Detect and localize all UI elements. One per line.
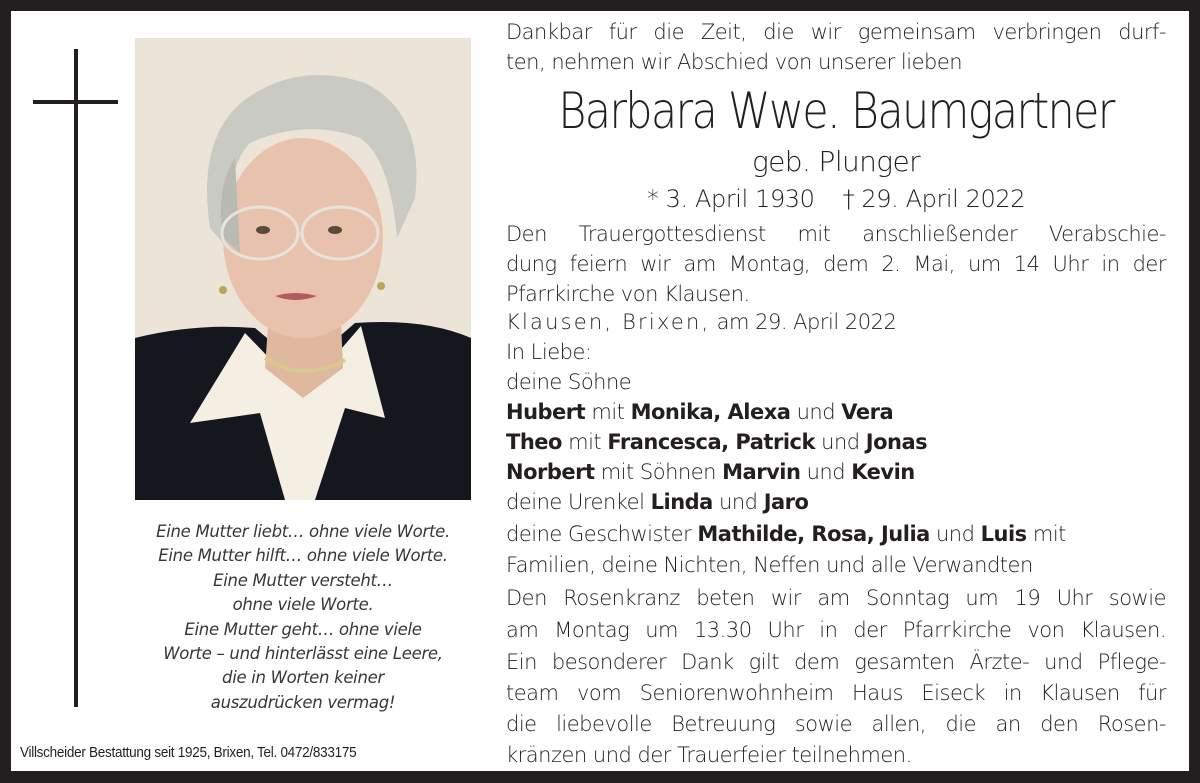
family-name: Norbert (506, 460, 595, 484)
family-name: Francesca, Patrick (607, 430, 815, 454)
sons-heading: deine Söhne (506, 370, 632, 394)
thanks-line: die liebevolle Betreuung sowie allen, die an den Rosen- (506, 712, 1166, 736)
family-line: Familien, deine Nichten, Neffen und alle Verwandten (506, 553, 1033, 577)
poem-line: Eine Mutter geht… ohne viele (184, 619, 422, 639)
poem-line: Worte – und hinterlässt eine Leere, (163, 644, 443, 664)
birth-date: * 3. April 1930 (646, 185, 815, 213)
thanks-line: kränzen und der Trauerfeier teilnehmen. (506, 743, 912, 767)
poem-line: auszudrücken vermag! (210, 692, 396, 712)
rosary-line: Den Rosenkranz beten wir am Sonntag um 19 Uhr sowie (506, 586, 1166, 610)
portrait-photo (135, 38, 471, 500)
thanks-line: Ein besonderer Dank gilt dem gesamten Ärzte- und Pflege- (506, 650, 1166, 674)
family-line: Hubert mit Monika, Alexa und Vera (506, 400, 894, 424)
service-line: dung feiern wir am Montag, dem 2. Mai, um 14 Uhr in der (506, 252, 1166, 276)
family-name: Hubert (506, 400, 586, 424)
poem (122, 520, 484, 715)
family-name: Jonas (865, 430, 928, 454)
poem-line: die in Worten keiner (222, 668, 384, 688)
family-name: Mathilde, Rosa, Julia (697, 522, 930, 546)
family-line: deine Urenkel Linda und Jaro (506, 490, 809, 514)
poem-line: Eine Mutter versteht… (213, 570, 393, 590)
life-dates (506, 185, 1166, 213)
family-line: deine Geschwister Mathilde, Rosa, Julia und Luis mit (506, 522, 1066, 546)
funeral-home-credit: Villscheider Bestattung seit 1925, Brixen, Tel. 0472/833175 (20, 744, 357, 761)
family-line: Theo mit Francesca, Patrick und Jonas (506, 430, 928, 454)
intro-line: ten, nehmen wir Abschied von unserer lieben (506, 50, 963, 74)
family-name: Theo (506, 430, 562, 454)
family-name: Monika, Alexa (630, 400, 791, 424)
place-date (506, 310, 896, 334)
service-line: Den Trauergottesdienst mit anschließender Verabschie- (506, 222, 1166, 246)
rosary-line: am Montag um 13.30 Uhr in der Pfarrkirche von Klausen. (506, 618, 1166, 642)
places: Klausen, Brixen, (506, 310, 711, 334)
deceased-name: Barbara Wwe. Baumgartner (558, 82, 1114, 140)
family-name: Luis (980, 522, 1027, 546)
thanks-line: team vom Seniorenwohnheim Haus Eiseck in Klausen für (506, 681, 1166, 705)
intro-line: Dankbar für die Zeit, die wir gemeinsam verbringen durf- (506, 20, 1166, 44)
birth-name: geb. Plunger (751, 145, 921, 178)
family-name: Kevin (851, 460, 915, 484)
date: am 29. April 2022 (716, 310, 897, 334)
poem-line: Eine Mutter hilft… ohne viele Worte. (158, 546, 448, 566)
service-line: Pfarrkirche von Klausen. (506, 282, 750, 306)
family-line: Norbert mit Söhnen Marvin und Kevin (506, 460, 915, 484)
in-love: In Liebe: (506, 340, 592, 364)
poem-line: Eine Mutter liebt… ohne viele Worte. (156, 522, 450, 541)
cross-horizontal-bar (33, 100, 118, 104)
family-name: Linda (650, 490, 713, 514)
family-name: Marvin (722, 460, 801, 484)
poem-line: ohne viele Worte. (232, 595, 374, 615)
family-name: Jaro (763, 490, 809, 514)
cross-vertical-bar (74, 49, 78, 707)
death-date: † 29. April 2022 (842, 185, 1026, 213)
portrait-image-icon (135, 38, 471, 500)
family-name: Vera (841, 400, 894, 424)
